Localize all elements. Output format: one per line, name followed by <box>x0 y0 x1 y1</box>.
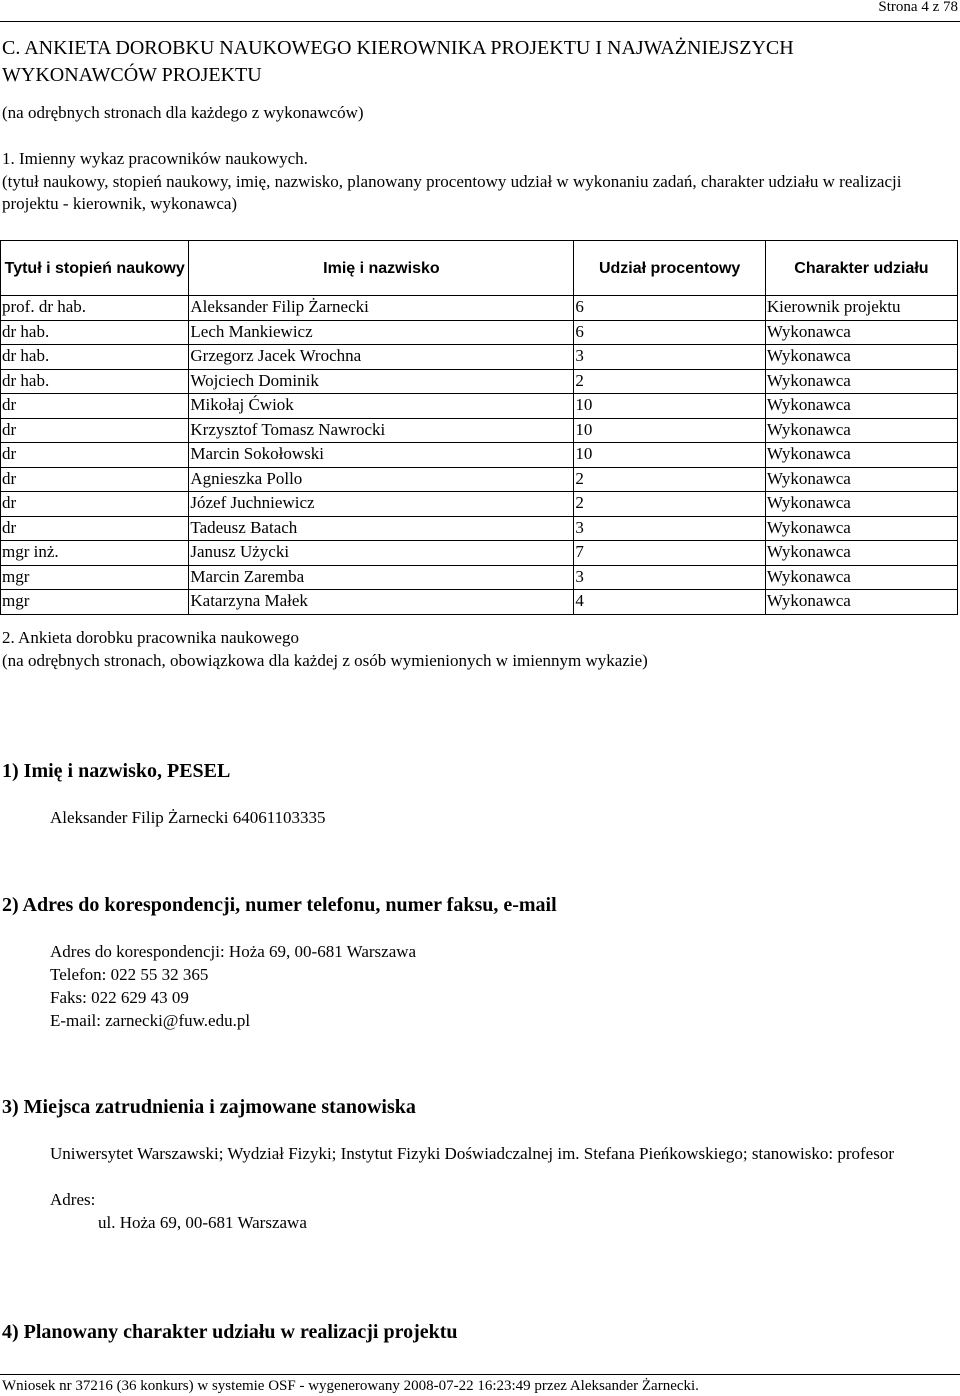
section-title: C. ANKIETA DOROBKU NAUKOWEGO KIEROWNIKA PROJEKTU I NAJWAŻNIEJSZYCH WYKONAWCÓW PROJEKTU <box>2 37 794 86</box>
table-row <box>1 467 958 492</box>
cell-percentage: 4 <box>574 590 765 615</box>
table-row <box>1 492 958 517</box>
cell-degree: dr <box>1 467 189 492</box>
q3-employer: Uniwersytet Warszawski; Wydział Fizyki; Instytut Fizyki Doświadczalnej im. Stefana Pieńkowskiego; stanowisko: profesor <box>50 1144 894 1163</box>
cell-role: Wykonawca <box>765 320 957 345</box>
q1-answer: Aleksander Filip Żarnecki 64061103335 <box>50 808 326 827</box>
table-row <box>1 345 958 370</box>
cell-percentage: 10 <box>574 394 765 419</box>
table-row <box>1 418 958 443</box>
footer-text: Wniosek nr 37216 (36 konkurs) w systemie OSF - wygenerowany 2008-07-22 16:23:49 przez Aleksander Żarnecki. <box>2 1378 699 1394</box>
cell-role: Wykonawca <box>765 443 957 468</box>
cell-percentage: 6 <box>574 296 765 321</box>
cell-role: Wykonawca <box>765 467 957 492</box>
cell-percentage: 2 <box>574 369 765 394</box>
cell-degree: mgr inż. <box>1 541 189 566</box>
cell-name: Józef Juchniewicz <box>189 492 574 517</box>
header-divider <box>0 21 960 22</box>
cell-percentage: 3 <box>574 516 765 541</box>
header-title-degree: Tytuł i stopień naukowy <box>1 241 189 296</box>
cell-percentage: 10 <box>574 443 765 468</box>
table-row <box>1 565 958 590</box>
cell-percentage: 10 <box>574 418 765 443</box>
q2-email: E-mail: zarnecki@fuw.edu.pl <box>50 1011 251 1030</box>
q3-heading: 3) Miejsca zatrudnienia i zajmowane stanowiska <box>2 1096 416 1118</box>
cell-role: Wykonawca <box>765 345 957 370</box>
cell-degree: dr hab. <box>1 345 189 370</box>
cell-percentage: 2 <box>574 492 765 517</box>
part2-note: (na odrębnych stronach, obowiązkowa dla każdej z osób wymienionych w imiennym wykazie) <box>2 651 648 670</box>
q3-address-label: Adres: <box>50 1190 96 1209</box>
part1-title: 1. Imienny wykaz pracowników naukowych. <box>2 149 308 168</box>
cell-name: Mikołaj Ćwiok <box>189 394 574 419</box>
cell-degree: dr <box>1 492 189 517</box>
cell-name: Katarzyna Małek <box>189 590 574 615</box>
footer-divider <box>0 1374 960 1375</box>
cell-name: Wojciech Dominik <box>189 369 574 394</box>
cell-degree: mgr <box>1 590 189 615</box>
table-row <box>1 443 958 468</box>
table-row <box>1 296 958 321</box>
cell-role: Kierownik projektu <box>765 296 957 321</box>
table-row <box>1 590 958 615</box>
cell-percentage: 3 <box>574 345 765 370</box>
table-row <box>1 394 958 419</box>
cell-role: Wykonawca <box>765 418 957 443</box>
cell-role: Wykonawca <box>765 565 957 590</box>
q2-heading: 2) Adres do korespondencji, numer telefonu, numer faksu, e-mail <box>2 894 557 916</box>
cell-name: Tadeusz Batach <box>189 516 574 541</box>
cell-name: Marcin Zaremba <box>189 565 574 590</box>
table-row <box>1 516 958 541</box>
cell-percentage: 2 <box>574 467 765 492</box>
cell-degree: dr <box>1 418 189 443</box>
cell-percentage: 6 <box>574 320 765 345</box>
q3-address: ul. Hoża 69, 00-681 Warszawa <box>98 1213 307 1232</box>
q2-fax: Faks: 022 629 43 09 <box>50 988 189 1007</box>
part2-title: 2. Ankieta dorobku pracownika naukowego <box>2 628 299 647</box>
header-percentage: Udział procentowy <box>574 241 765 296</box>
header-role: Charakter udziału <box>765 241 957 296</box>
page-number: Strona 4 z 78 <box>878 0 958 15</box>
cell-name: Marcin Sokołowski <box>189 443 574 468</box>
section-note: (na odrębnych stronach dla każdego z wykonawców) <box>2 103 364 122</box>
cell-role: Wykonawca <box>765 516 957 541</box>
cell-degree: dr <box>1 443 189 468</box>
cell-role: Wykonawca <box>765 394 957 419</box>
cell-name: Agnieszka Pollo <box>189 467 574 492</box>
cell-percentage: 3 <box>574 565 765 590</box>
q2-phone: Telefon: 022 55 32 365 <box>50 965 209 984</box>
cell-name: Aleksander Filip Żarnecki <box>189 296 574 321</box>
cell-degree: dr <box>1 516 189 541</box>
header-name: Imię i nazwisko <box>189 241 574 296</box>
q1-heading: 1) Imię i nazwisko, PESEL <box>2 760 231 782</box>
table-header-row <box>1 241 958 296</box>
cell-name: Lech Mankiewicz <box>189 320 574 345</box>
cell-role: Wykonawca <box>765 590 957 615</box>
cell-degree: prof. dr hab. <box>1 296 189 321</box>
q2-address: Adres do korespondencji: Hoża 69, 00-681 Warszawa <box>50 942 417 961</box>
cell-name: Grzegorz Jacek Wrochna <box>189 345 574 370</box>
table-row <box>1 541 958 566</box>
staff-table <box>0 240 958 615</box>
cell-role: Wykonawca <box>765 492 957 517</box>
table-row <box>1 369 958 394</box>
cell-percentage: 7 <box>574 541 765 566</box>
cell-degree: dr hab. <box>1 320 189 345</box>
cell-name: Janusz Użycki <box>189 541 574 566</box>
cell-role: Wykonawca <box>765 369 957 394</box>
cell-name: Krzysztof Tomasz Nawrocki <box>189 418 574 443</box>
part1-note: (tytuł naukowy, stopień naukowy, imię, nazwisko, planowany procentowy udział w wykonaniu zadań, charakter udziału w realizacji projektu - kierownik, wykonawca) <box>2 172 902 213</box>
cell-role: Wykonawca <box>765 541 957 566</box>
cell-degree: mgr <box>1 565 189 590</box>
table-row <box>1 320 958 345</box>
cell-degree: dr hab. <box>1 369 189 394</box>
cell-degree: dr <box>1 394 189 419</box>
q4-heading: 4) Planowany charakter udziału w realizacji projektu <box>2 1321 458 1343</box>
